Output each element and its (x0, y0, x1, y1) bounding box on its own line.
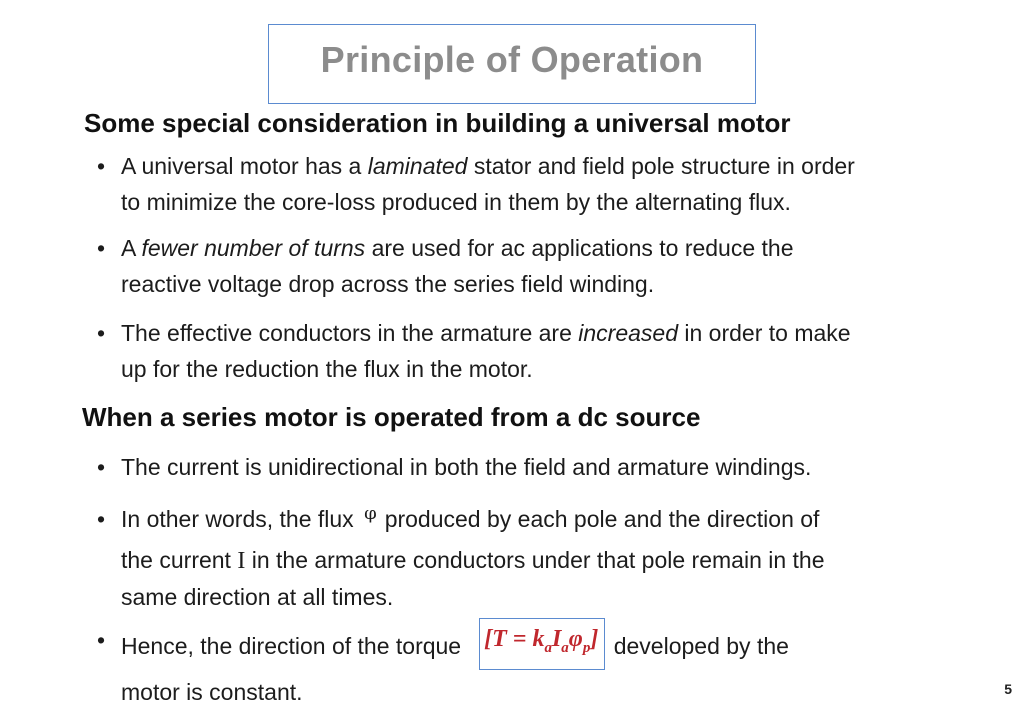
text: In other words, the flux (121, 506, 361, 532)
eq-subscript: p (582, 639, 591, 656)
text: developed by the (607, 632, 789, 659)
bullet-line (121, 542, 971, 579)
eq-part: I (551, 626, 562, 652)
eq-part: φ (568, 626, 583, 652)
emphasis-text: laminated (367, 153, 468, 179)
page-number: 5 (1004, 681, 1012, 697)
text: stator and field pole structure in order (467, 153, 855, 179)
bullet-dot: • (97, 454, 106, 480)
bullet-dot: • (97, 153, 106, 179)
eq-part: [T = k (484, 626, 545, 652)
text: in order to make (678, 320, 851, 346)
bullet-line: to minimize the core-loss produced in them by the alternating flux. (121, 189, 791, 215)
bullet-line (121, 315, 971, 351)
torque-equation-box (479, 618, 605, 670)
bullet-line (121, 148, 971, 184)
current-symbol: I (237, 548, 246, 574)
text: A (121, 235, 142, 261)
slide-title: Principle of Operation (320, 39, 704, 80)
bullet-dot: • (97, 506, 106, 532)
bullet-dot: • (97, 235, 106, 261)
bullet-line (121, 501, 971, 540)
text: produced by each pole and the direction of (384, 506, 820, 532)
section-heading-universal-motor: Some special consideration in building a universal motor (84, 108, 791, 138)
bullet-line (121, 230, 971, 266)
text: The effective conductors in the armature are (121, 320, 579, 346)
bullet-line: same direction at all times. (121, 584, 394, 610)
bullet-line: The current is unidirectional in both the field and armature windings. (121, 454, 812, 480)
text: the current (121, 547, 238, 573)
section-heading-dc-source: When a series motor is operated from a dc source (82, 402, 701, 432)
emphasis-text: increased (578, 320, 678, 346)
phi-symbol: φ (364, 503, 377, 524)
title-box (268, 24, 756, 104)
eq-subscript: a (561, 639, 569, 656)
bullet-line (121, 622, 971, 674)
bullet-dot: • (97, 320, 106, 346)
text: in the armature conductors under that pole remain in the (245, 547, 825, 573)
emphasis-text: fewer number of turns (141, 235, 366, 261)
eq-part: ] (590, 626, 599, 652)
torque-equation (484, 626, 599, 656)
bullet-line: up for the reduction the flux in the motor. (121, 356, 533, 382)
bullet-dot: • (97, 627, 106, 653)
text: A universal motor has a (121, 153, 368, 179)
bullet-line: reactive voltage drop across the series field winding. (121, 271, 655, 297)
text: Hence, the direction of the torque (121, 632, 462, 659)
bullet-line: motor is constant. (121, 678, 303, 705)
eq-subscript: a (544, 639, 552, 656)
text: are used for ac applications to reduce the (365, 235, 794, 261)
